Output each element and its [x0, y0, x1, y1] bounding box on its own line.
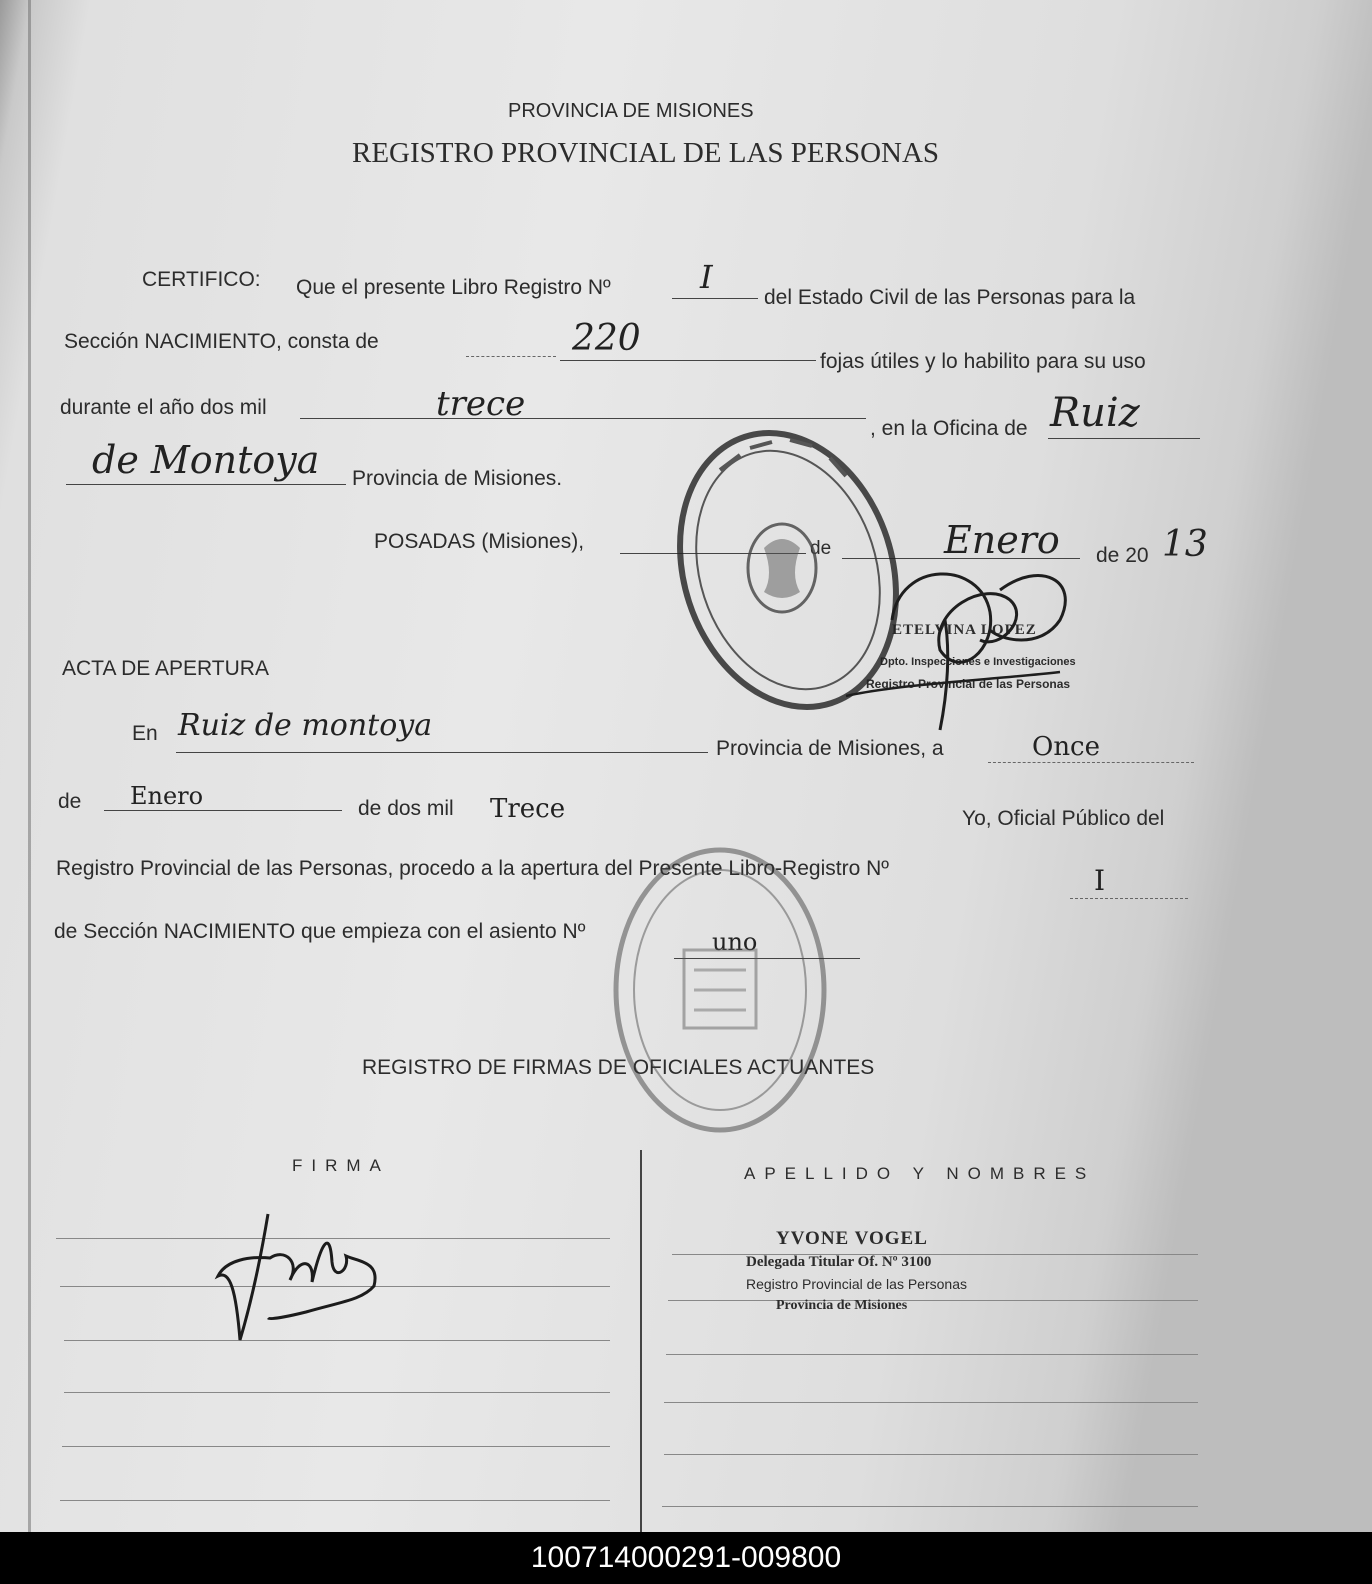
certifico-label: CERTIFICO: — [142, 268, 261, 291]
acta-line4: de Sección NACIMIENTO que empieza con el asiento Nº — [54, 920, 586, 943]
etelvina-signature — [892, 574, 1065, 730]
official-province: Provincia de Misiones — [776, 1298, 908, 1313]
barcode-number: 100714000291-009800 — [530, 1541, 842, 1574]
upper-oval-seal — [646, 405, 930, 736]
acta-yo-oficial: Yo, Oficial Público del — [962, 807, 1165, 830]
posadas-mes-handwritten: Enero — [944, 518, 1060, 562]
cert-line1-b: del Estado Civil de las Personas para la — [764, 286, 1136, 309]
cert-line3-b: , en la Oficina de — [870, 417, 1028, 440]
stamp-etelvina-line3: Registro Provincial de las Personas — [866, 677, 1071, 691]
cert-line2-b: fojas útiles y lo habilito para su uso — [820, 350, 1146, 373]
acta-asiento-handwritten: uno — [712, 928, 758, 956]
anio-handwritten: trece — [436, 384, 526, 424]
posadas-label: POSADAS (Misiones), — [374, 530, 585, 553]
header-registry: REGISTRO PROVINCIAL DE LAS PERSONAS — [352, 137, 940, 169]
cert-line1-a: Que el presente Libro Registro Nº — [296, 276, 611, 299]
col-nombres-header: APELLIDO Y NOMBRES — [744, 1164, 1096, 1183]
acta-anio-handwritten: Trece — [490, 794, 566, 824]
official-name: YVONE VOGEL — [776, 1228, 928, 1249]
cert-line4-b: Provincia de Misiones. — [352, 467, 563, 490]
firma-signature — [218, 1214, 375, 1340]
oficina-handwritten-2: de Montoya — [92, 438, 320, 482]
acta-de-dos-mil: de dos mil — [358, 797, 454, 820]
stamp-etelvina-line2: Dpto. Inspecciones e Investigaciones — [880, 656, 1076, 668]
header-province: PROVINCIA DE MISIONES — [508, 100, 754, 122]
col-firma-header: FIRMA — [292, 1156, 390, 1175]
firmas-title: REGISTRO DE FIRMAS DE OFICIALES ACTUANTES — [362, 1056, 875, 1079]
official-registry: Registro Provincial de las Personas — [746, 1276, 967, 1292]
fojas-handwritten: 220 — [572, 318, 641, 359]
cert-line3-a: durante el año dos mil — [60, 396, 267, 419]
acta-lugar-handwritten: Ruiz de montoya — [178, 708, 433, 743]
official-title: Delegada Titular Of. Nº 3100 — [746, 1254, 932, 1270]
acta-libro-handwritten: I — [1094, 864, 1106, 897]
acta-mes-handwritten: Enero — [130, 782, 204, 810]
acta-provincia-a: Provincia de Misiones, a — [716, 737, 944, 760]
oficina-handwritten-1: Ruiz — [1050, 390, 1140, 436]
posadas-anio-handwritten: 13 — [1162, 524, 1208, 565]
acta-dia-handwritten: Once — [1032, 732, 1101, 762]
posadas-de: de — [810, 538, 832, 559]
acta-title: ACTA DE APERTURA — [62, 657, 269, 680]
acta-line3: Registro Provincial de las Personas, procedo a la apertura del Presente Libro-Registro Nº — [56, 857, 889, 880]
cert-line2-a: Sección NACIMIENTO, consta de — [64, 330, 379, 353]
acta-en: En — [132, 722, 158, 745]
stamp-etelvina-name: ETELVINA LOPEZ — [892, 622, 1037, 638]
lower-oval-seal — [616, 850, 824, 1130]
acta-de: de — [58, 790, 82, 813]
barcode-footer — [0, 1532, 1372, 1584]
posadas-de-20: de 20 — [1096, 544, 1149, 567]
libro-numero-handwritten: I — [700, 258, 713, 296]
